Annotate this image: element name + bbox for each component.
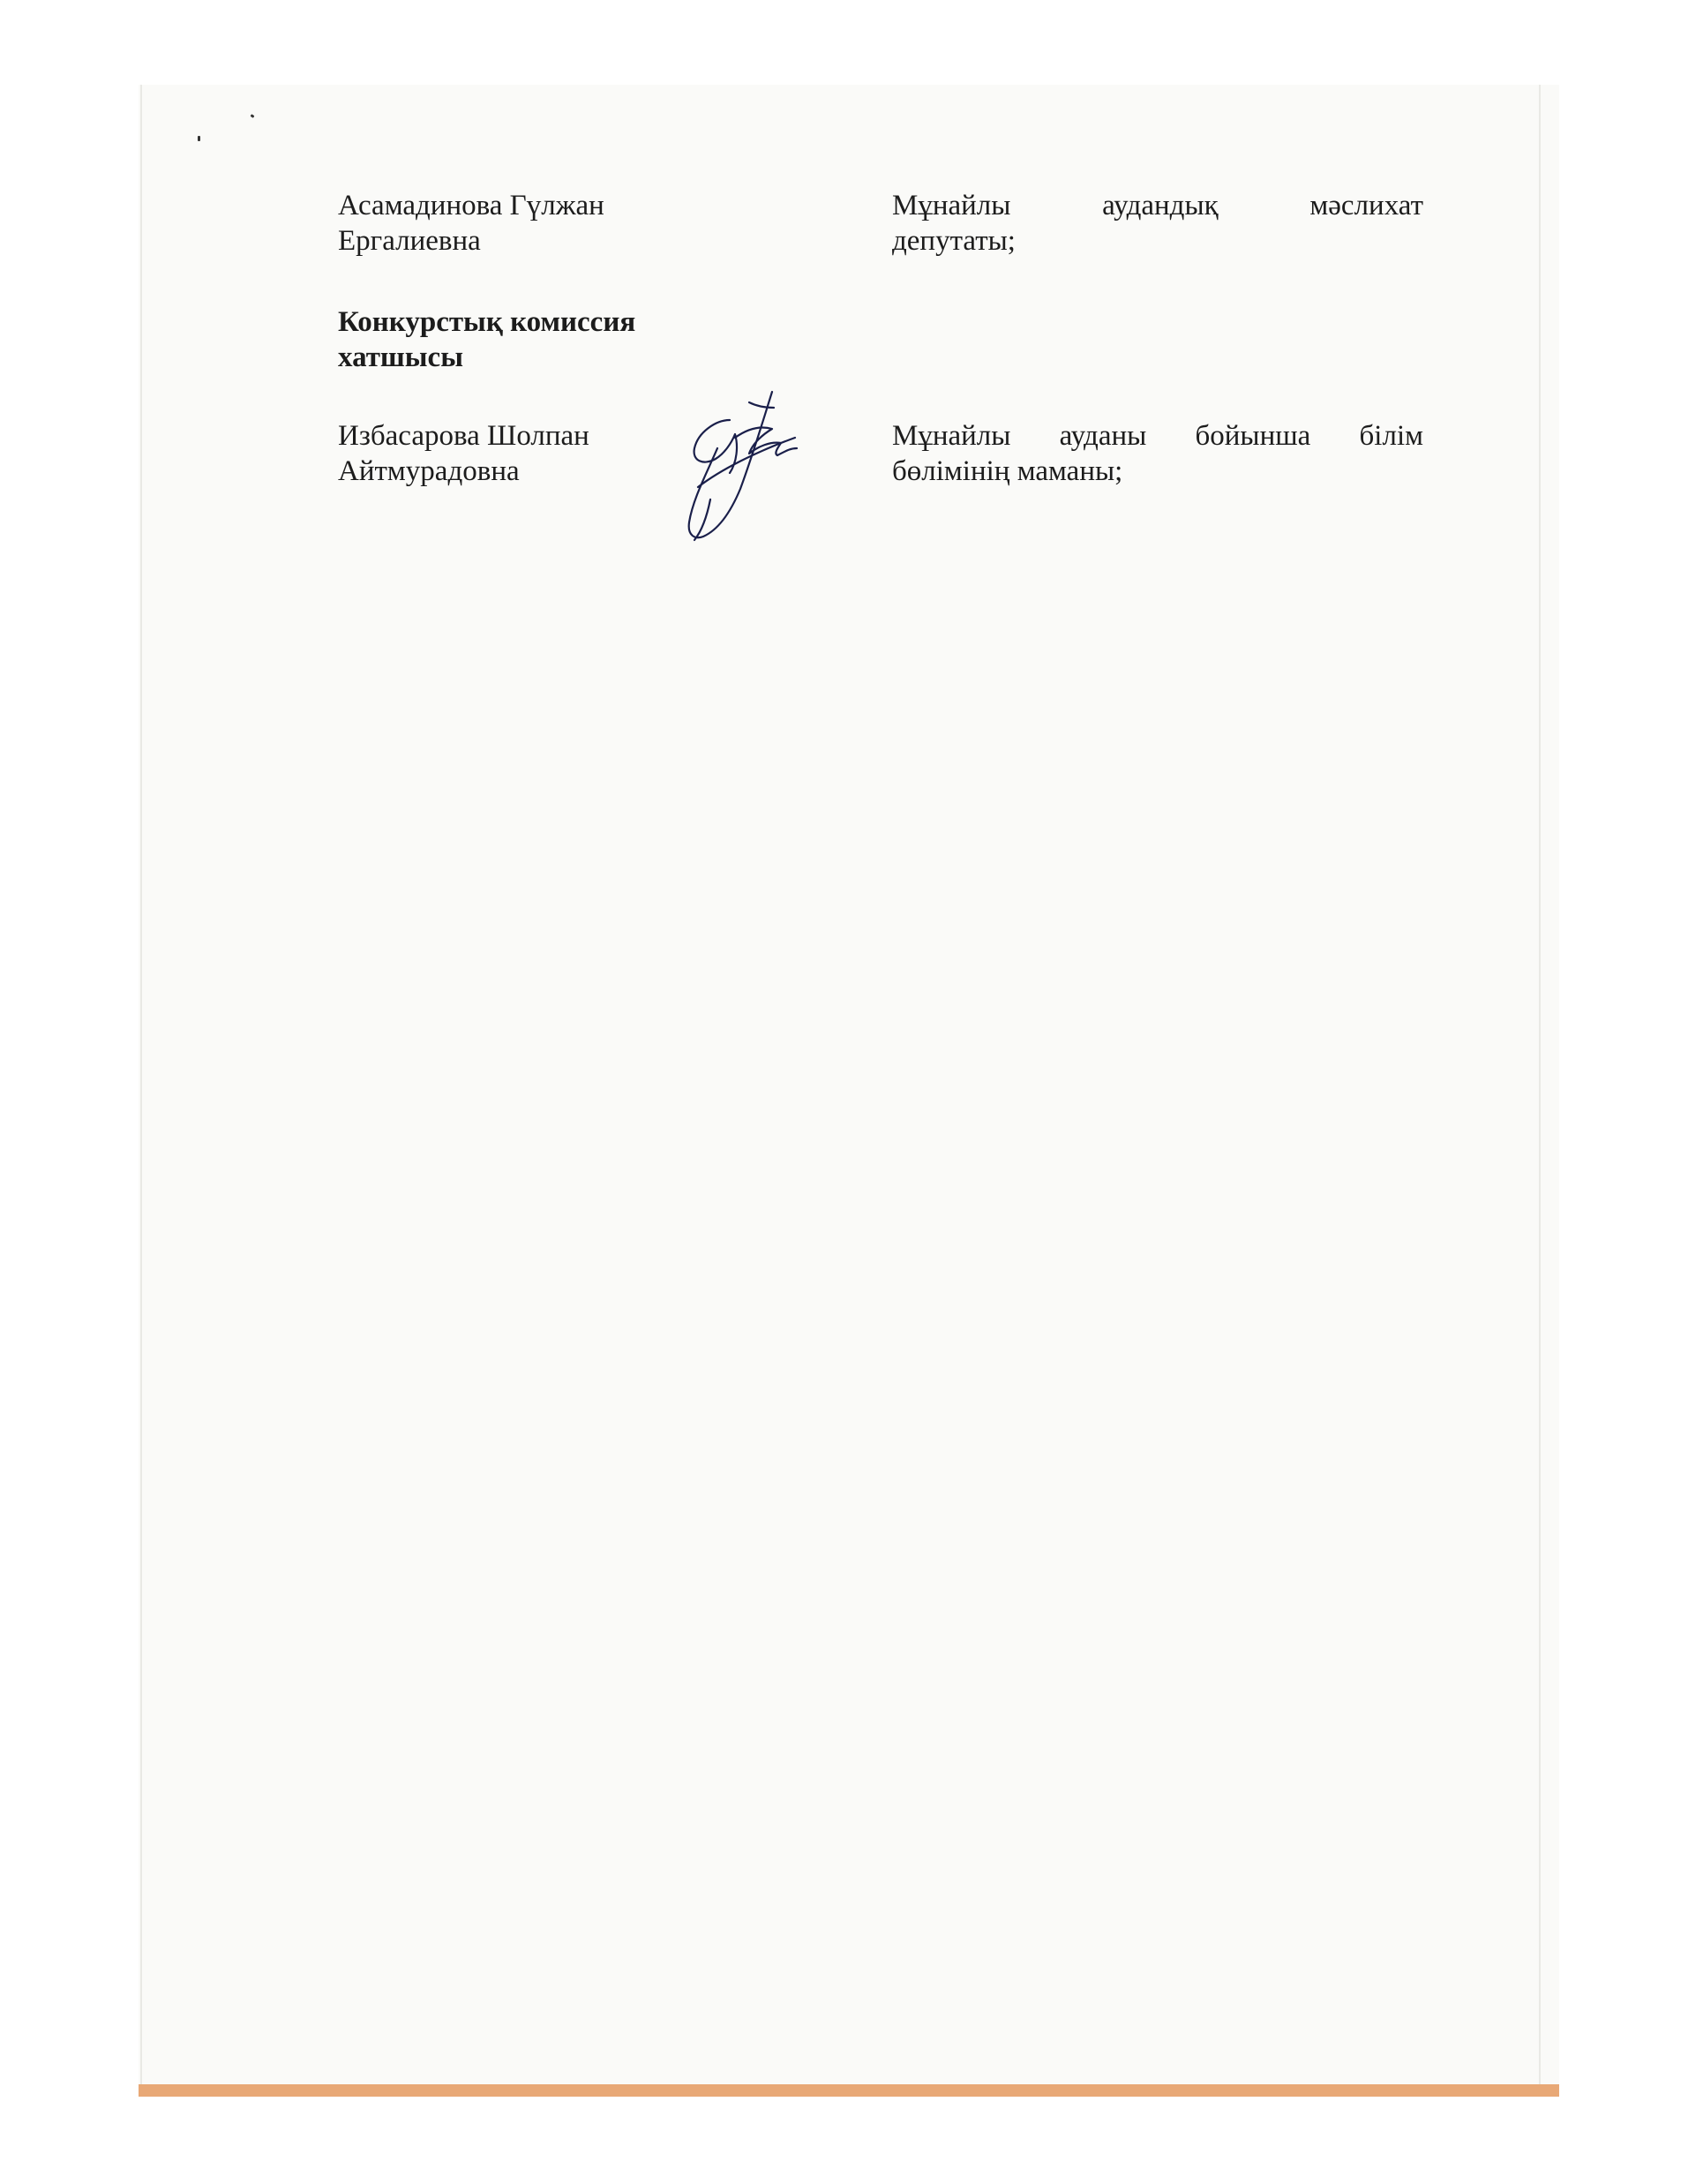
scan-speck bbox=[198, 136, 200, 141]
secretary-heading-line2: хатшысы bbox=[338, 341, 463, 373]
scan-speck bbox=[251, 114, 255, 118]
member-1-role-line2: депутаты; bbox=[892, 225, 1016, 257]
secretary-heading-line1: Конкурстық комиссия bbox=[338, 306, 636, 338]
member-2-name-line2: Айтмурадовна bbox=[338, 455, 520, 487]
handwritten-signature-icon bbox=[668, 385, 800, 544]
member-1-role-line1: Мұнайлы аудандық мәслихат bbox=[892, 190, 1423, 221]
member-1-name-line1: Асамадинова Гүлжан bbox=[338, 190, 604, 221]
page-edge-shadow bbox=[140, 85, 142, 2084]
member-2-role-line1: Мұнайлы ауданы бойынша білім bbox=[892, 420, 1423, 452]
page-fold-shadow bbox=[1539, 85, 1541, 2084]
member-2-role-line2: бөлімінің маманы; bbox=[892, 455, 1123, 487]
member-1-name-line2: Ергалиевна bbox=[338, 225, 481, 257]
member-2-name-line1: Избасарова Шолпан bbox=[338, 420, 589, 452]
document-page bbox=[139, 85, 1559, 2097]
